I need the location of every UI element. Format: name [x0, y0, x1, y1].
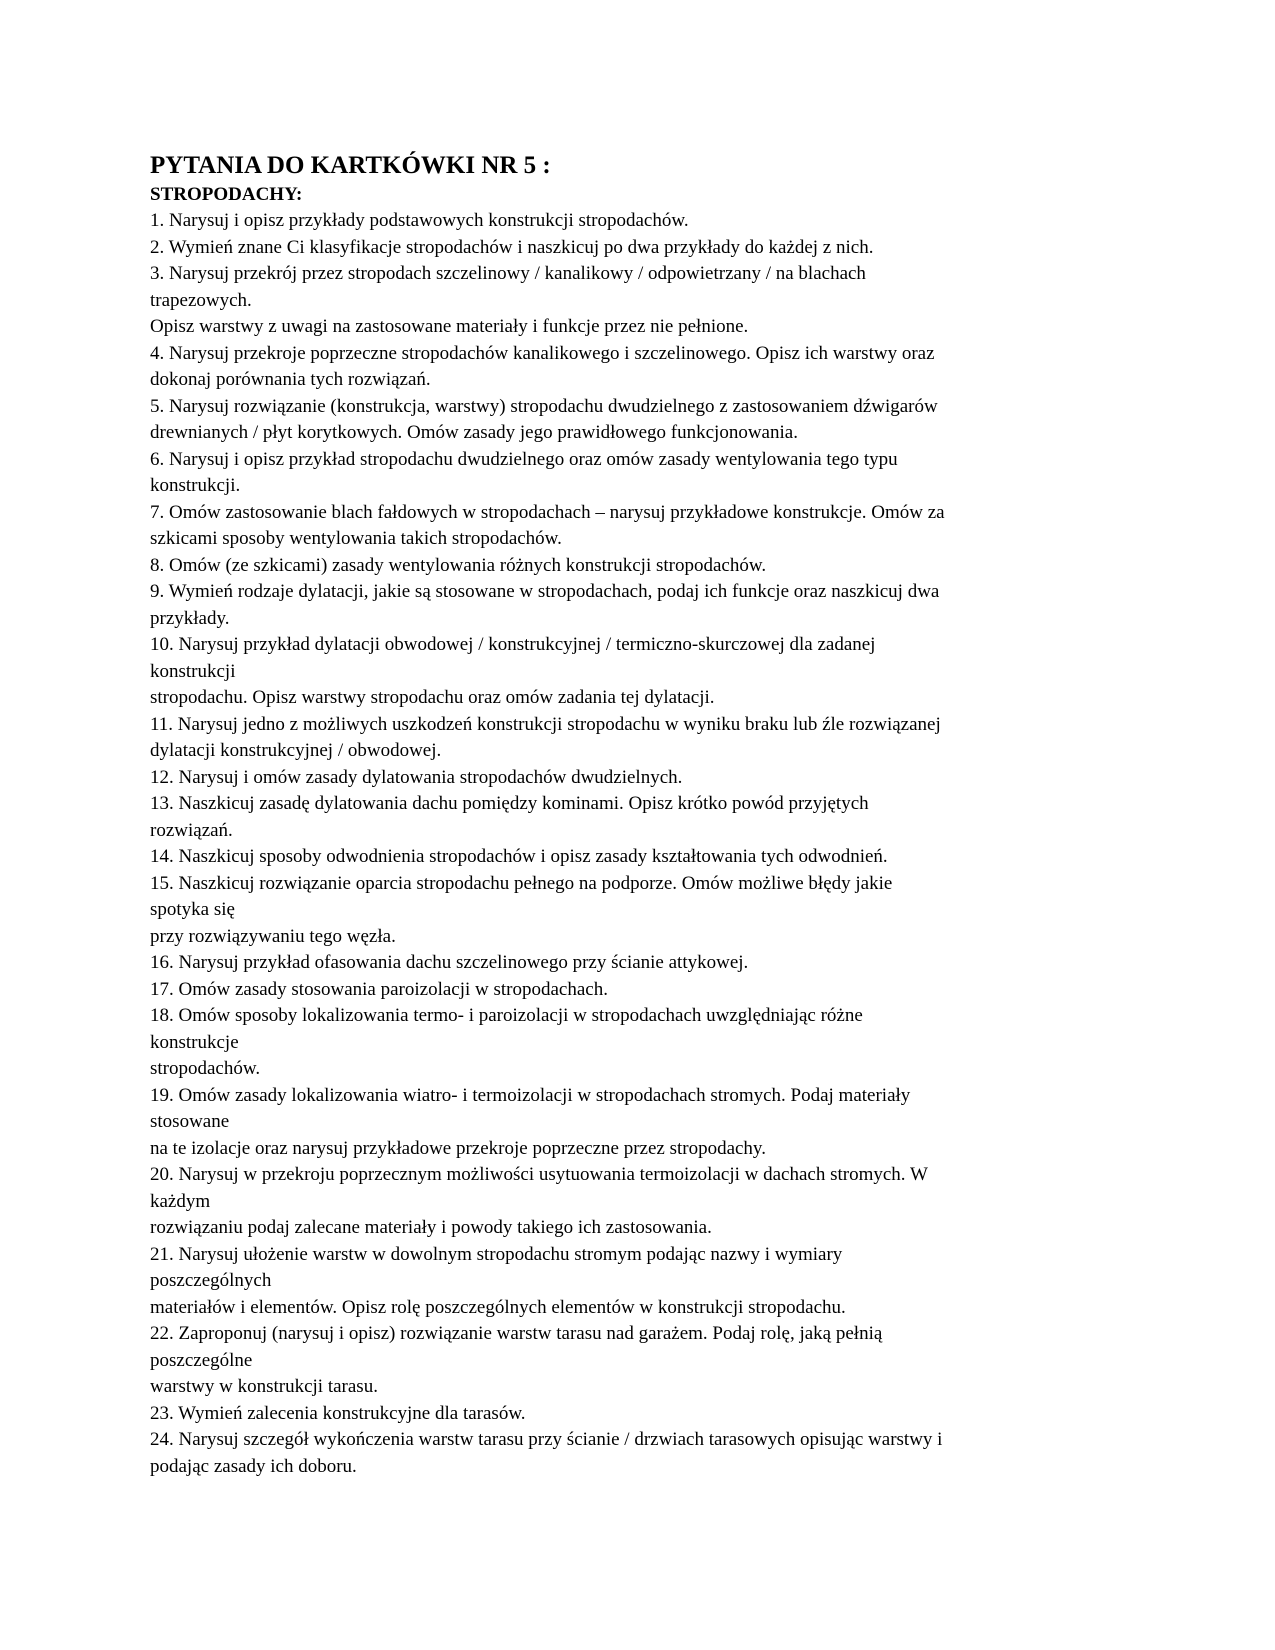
question-line: szkicami sposoby wentylowania takich stropodachów. — [150, 528, 562, 549]
question-list — [150, 208, 1130, 1480]
question-line: poszczególnych — [150, 1270, 272, 1291]
question-line: stropodachu. Opisz warstwy stropodachu oraz omów zadania tej dylatacji. — [150, 687, 715, 708]
question-line: 20. Narysuj w przekroju poprzecznym możliwości usytuowania termoizolacji w dachach stromych. W — [150, 1164, 928, 1185]
question-line: dylatacji konstrukcyjnej / obwodowej. — [150, 740, 442, 761]
question-line: 22. Zaproponuj (narysuj i opisz) rozwiązanie warstw tarasu nad garażem. Podaj rolę, jaką pełnią — [150, 1323, 883, 1344]
question-line: 23. Wymień zalecenia konstrukcyjne dla tarasów. — [150, 1402, 526, 1424]
question-line: 4. Narysuj przekroje poprzeczne stropodachów kanalikowego i szczelinowego. Opisz ich warstwy oraz — [150, 342, 935, 364]
question-line: przy rozwiązywaniu tego węzła. — [150, 925, 396, 947]
question-line: podając zasady ich doboru. — [150, 1455, 357, 1477]
question-line: materiałów i elementów. Opisz rolę poszczególnych elementów w konstrukcji stropodachu. — [150, 1296, 846, 1318]
question-line: poszczególne — [150, 1349, 253, 1371]
section-heading: STROPODACHY: — [150, 184, 303, 205]
question-line: stropodachów. — [150, 1058, 261, 1079]
question-line: 21. Narysuj ułożenie warstw w dowolnym stropodachu stromym podając nazwy i wymiary — [150, 1243, 843, 1265]
question-line: 8. Omów (ze szkicami) zasady wentylowania różnych konstrukcji stropodachów. — [150, 554, 767, 576]
question-line: 12. Narysuj i omów zasady dylatowania stropodachów dwudzielnych. — [150, 766, 683, 788]
question-line: 6. Narysuj i opisz przykład stropodachu dwudzielnego oraz omów zasady wentylowania tego typu — [150, 448, 898, 470]
question-line: Opisz warstwy z uwagi na zastosowane materiały i funkcje przez nie pełnione. — [150, 316, 749, 337]
document-page — [150, 150, 1130, 1480]
question-line: 7. Omów zastosowanie blach fałdowych w stropodachach – narysuj przykładowe konstrukcje. Omów za — [150, 501, 945, 523]
question-line: 18. Omów sposoby lokalizowania termo- i paroizolacji w stropodachach uwzględniając różne — [150, 1005, 863, 1026]
question-line: konstrukcji — [150, 660, 236, 682]
question-line: 15. Naszkicuj rozwiązanie oparcia stropodachu pełnego na podporze. Omów możliwe błędy jakie — [150, 872, 893, 894]
question-line: 17. Omów zasady stosowania paroizolacji w stropodachach. — [150, 978, 608, 1000]
question-line: 1. Narysuj i opisz przykłady podstawowych konstrukcji stropodachów. — [150, 210, 689, 231]
question-line: warstwy w konstrukcji tarasu. — [150, 1376, 378, 1397]
question-line: rozwiązań. — [150, 819, 233, 841]
question-line: przykłady. — [150, 607, 230, 629]
question-line: 2. Wymień znane Ci klasyfikacje stropodachów i naszkicuj po dwa przykłady do każdej z nich. — [150, 236, 874, 258]
question-line: rozwiązaniu podaj zalecane materiały i powody takiego ich zastosowania. — [150, 1217, 712, 1238]
question-line: 5. Narysuj rozwiązanie (konstrukcja, warstwy) stropodachu dwudzielnego z zastosowaniem dźwigarów — [150, 395, 938, 417]
question-line: stosowane — [150, 1111, 230, 1132]
question-line: spotyka się — [150, 899, 235, 920]
question-line: 19. Omów zasady lokalizowania wiatro- i termoizolacji w stropodachach stromych. Podaj materiały — [150, 1084, 911, 1106]
question-line: 13. Naszkicuj zasadę dylatowania dachu pomiędzy kominami. Opisz krótko powód przyjętych — [150, 793, 869, 814]
question-line: każdym — [150, 1190, 211, 1212]
question-line: dokonaj porównania tych rozwiązań. — [150, 369, 431, 390]
question-line: konstrukcji. — [150, 475, 241, 496]
document-title: PYTANIA DO KARTKÓWKI NR 5 : — [150, 152, 551, 179]
question-line: na te izolacje oraz narysuj przykładowe przekroje poprzeczne przez stropodachy. — [150, 1137, 766, 1159]
question-line: 16. Narysuj przykład ofasowania dachu szczelinowego przy ścianie attykowej. — [150, 952, 749, 973]
question-line: 3. Narysuj przekrój przez stropodach szczelinowy / kanalikowy / odpowietrzany / na blachach — [150, 263, 866, 284]
question-line: 11. Narysuj jedno z możliwych uszkodzeń konstrukcji stropodachu w wyniku braku lub źle rozwiązanej — [150, 713, 941, 735]
question-line: 24. Narysuj szczegół wykończenia warstw tarasu przy ścianie / drzwiach tarasowych opisując warstwy i — [150, 1429, 943, 1450]
question-line: trapezowych. — [150, 289, 252, 311]
question-line: konstrukcje — [150, 1031, 239, 1053]
question-line: 10. Narysuj przykład dylatacji obwodowej / konstrukcyjnej / termiczno-skurczowej dla zadanej — [150, 634, 876, 655]
question-line: 14. Naszkicuj sposoby odwodnienia stropodachów i opisz zasady kształtowania tych odwodnień. — [150, 846, 888, 867]
question-line: 9. Wymień rodzaje dylatacji, jakie są stosowane w stropodachach, podaj ich funkcje oraz naszkicuj dwa — [150, 581, 940, 602]
question-line: drewnianych / płyt korytkowych. Omów zasady jego prawidłowego funkcjonowania. — [150, 422, 798, 443]
